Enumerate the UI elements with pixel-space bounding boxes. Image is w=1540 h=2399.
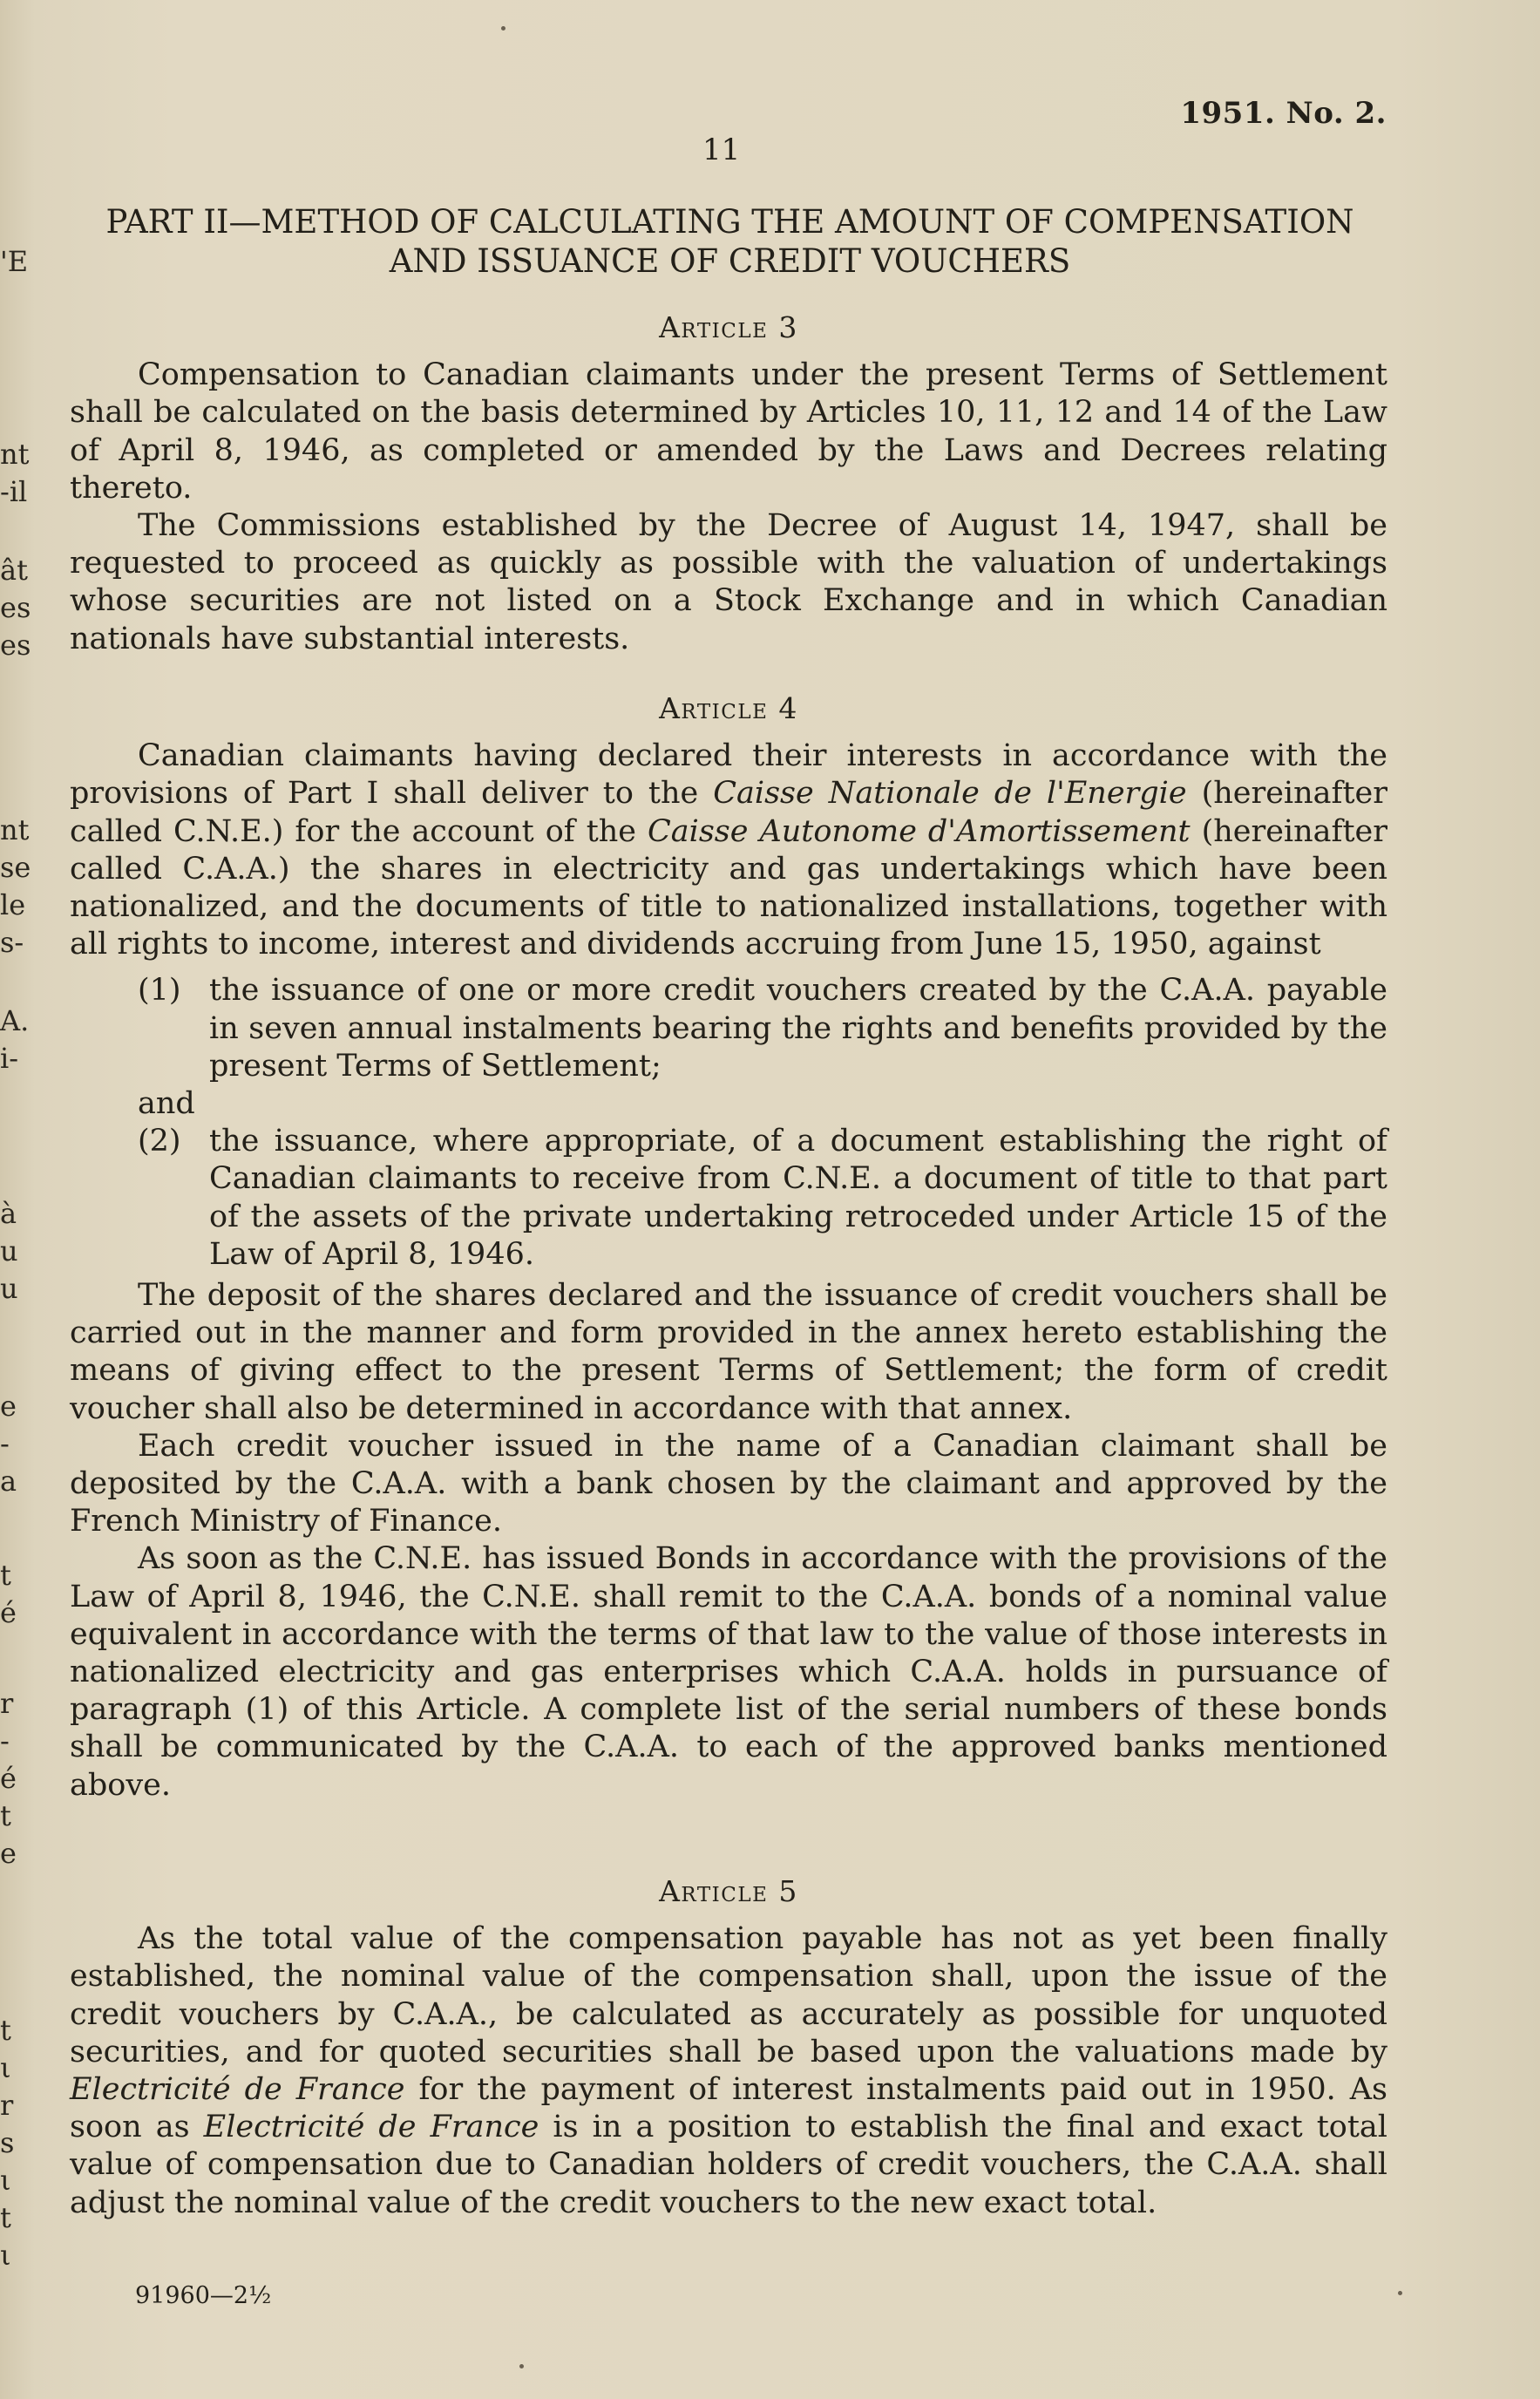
margin-fragment: ι [0, 2164, 11, 2197]
margin-fragment: e [0, 1837, 17, 1870]
margin-fragment: le [0, 888, 26, 921]
enumerated-item-2 [70, 1123, 1387, 1274]
margin-fragment: - [0, 1427, 10, 1460]
publication-reference: 1951. No. 2. [1180, 96, 1387, 131]
enumerated-item-1 [70, 972, 1387, 1085]
article-4-heading: Article 4 [659, 691, 798, 725]
margin-fragment: t [0, 2014, 11, 2047]
margin-fragment: u [0, 1234, 18, 1267]
margin-fragment: t [0, 1559, 11, 1592]
margin-fragment: 'E [0, 245, 29, 278]
article-3-section [70, 309, 1387, 658]
electricite-de-france-name: Electricité de France [70, 2072, 405, 2108]
margin-fragment: é [0, 1762, 17, 1795]
margin-fragment: ât [0, 554, 28, 587]
margin-fragment: - [0, 1724, 10, 1757]
and-connector: and [138, 1086, 195, 1122]
adjacent-page-margin [0, 0, 35, 2399]
article-5-p1-text: is in a position to establish the final and exact total value of compensation due to Canadian holders of credit vouchers, the C.A.A. shall adjust the nominal value of the credit vouchers to the new exact total. [70, 2110, 1387, 2220]
article-4-paragraph-4: As soon as the C.N.E. has issued Bonds in accordance with the provisions of the Law of April 8, 1946, the C.N.E. shall remit to the C.A.A. bonds of a nominal value equivalent in accordance with the terms of that law to the value of those interests in nationalized electricity and gas enterprises which C.A.A. holds in pursuance of paragraph (1) of this Article. A complete list of the serial numbers of these bonds shall be communicated by the C.A.A. to each of the approved banks mentioned above. [70, 1541, 1387, 1803]
article-4-p1-text: (hereinafter called C.N.E.) for the account of the [70, 776, 1387, 849]
article-4-paragraph-3: Each credit voucher issued in the name of a Canadian claimant shall be deposited by the C.A.A. with a bank chosen by the claimant and approved by the French Ministry of Finance. [70, 1428, 1387, 1539]
article-5-heading: Article 5 [659, 1874, 798, 1908]
margin-fragment: t [0, 2201, 11, 2234]
article-5-p1-text: for the payment of interest instalments paid out in 1950. As soon as [70, 2072, 1388, 2145]
margin-fragment: ι [0, 2051, 11, 2084]
article-4-paragraph-1 [70, 737, 1387, 963]
article-4-section [70, 690, 1387, 1804]
margin-fragment: s [0, 2126, 15, 2159]
caisse-nationale-name: Caisse Nationale de l'Energie [713, 776, 1187, 812]
margin-fragment: es [0, 591, 31, 624]
article-3-paragraph-2: The Commissions established by the Decree of August 14, 1947, shall be requested to proceed as quickly as possible with the valuation of undertakings whose securities are not listed on a Stock Exchange and in which Canadian nationals have substantial interests. [70, 508, 1387, 656]
item-text: the issuance, where appropriate, of a document establishing the right of Canadian claimants to receive from C.N.E. a document of title to that part of the assets of the private undertaking retroceded under Article 15 of the Law of April 8, 1946. [209, 1124, 1387, 1272]
article-4-paragraph-2: The deposit of the shares declared and the issuance of credit vouchers shall be carried out in the manner and form provided in the annex hereto establishing the means of giving effect to the present Terms of Settlement; the form of credit voucher shall also be determined in accordance with that annex. [70, 1278, 1387, 1426]
part-title [70, 202, 1390, 281]
item-number: (1) [138, 973, 181, 1009]
margin-fragment: a [0, 1465, 17, 1498]
margin-fragment: s- [0, 926, 24, 959]
margin-fragment: u [0, 1272, 18, 1305]
item-text: the issuance of one or more credit vouchers created by the C.A.A. payable in seven annual instalments bearing the rights and benefits provided by the present Terms of Settlement; [209, 973, 1387, 1084]
paper-speck [501, 26, 505, 31]
article-3-paragraph-1: Compensation to Canadian claimants under the present Terms of Settlement shall be calculated on the basis determined by Articles 10, 11, 12 and 14 of the Law of April 8, 1946, as completed or amended by the Laws and Decrees relating thereto. [70, 357, 1387, 506]
margin-fragment: -il [0, 475, 28, 508]
margin-fragment: e [0, 1390, 17, 1423]
article-5-paragraph-1 [70, 1920, 1387, 2222]
margin-fragment: es [0, 629, 31, 662]
paper-speck [1398, 2291, 1402, 2295]
article-5-section [70, 1872, 1387, 2222]
margin-fragment: A. [0, 1004, 30, 1037]
margin-fragment: é [0, 1596, 17, 1629]
margin-fragment: à [0, 1197, 17, 1230]
caisse-autonome-name: Caisse Autonome d'Amortissement [648, 813, 1191, 849]
article-4-p1-text: (hereinafter called C.A.A.) the shares in electricity and gas undertakings which have been nationalized, and the documents of title to nationalized installations, together with all rights to income, interest and dividends accruing from June 15, 1950, against [70, 813, 1387, 962]
article-5-p1-text: As the total value of the compensation payable has not as yet been finally established, the nominal value of the compensation shall, upon the issue of the credit vouchers by C.A.A., be calculated as accurately as possible for unquoted securities, and for quoted securities shall be based upon the valuations made by [70, 1921, 1387, 2069]
item-number: (2) [138, 1124, 181, 1159]
margin-fragment: ι [0, 2239, 11, 2272]
article-3-heading: Article 3 [659, 310, 798, 344]
part-title-line-2: AND ISSUANCE OF CREDIT VOUCHERS [389, 242, 1071, 280]
margin-fragment: t [0, 1799, 11, 1832]
margin-fragment: nt [0, 438, 30, 471]
page-number: 11 [702, 133, 741, 167]
margin-fragment: i- [0, 1042, 19, 1075]
article-4-p1-text: Canadian claimants having declared their interests in accordance with the provisions of Part I shall deliver to the [70, 738, 1387, 812]
margin-fragment: se [0, 851, 31, 884]
printer-code: 91960—2½ [135, 2282, 272, 2309]
margin-fragment: nt [0, 813, 30, 846]
margin-fragment: r [0, 1687, 14, 1720]
margin-fragment: r [0, 2089, 14, 2122]
paper-speck [519, 2364, 524, 2368]
part-title-line-1: PART II—METHOD OF CALCULATING THE AMOUNT OF COMPENSATION [105, 203, 1354, 241]
electricite-de-france-name: Electricité de France [203, 2110, 539, 2145]
